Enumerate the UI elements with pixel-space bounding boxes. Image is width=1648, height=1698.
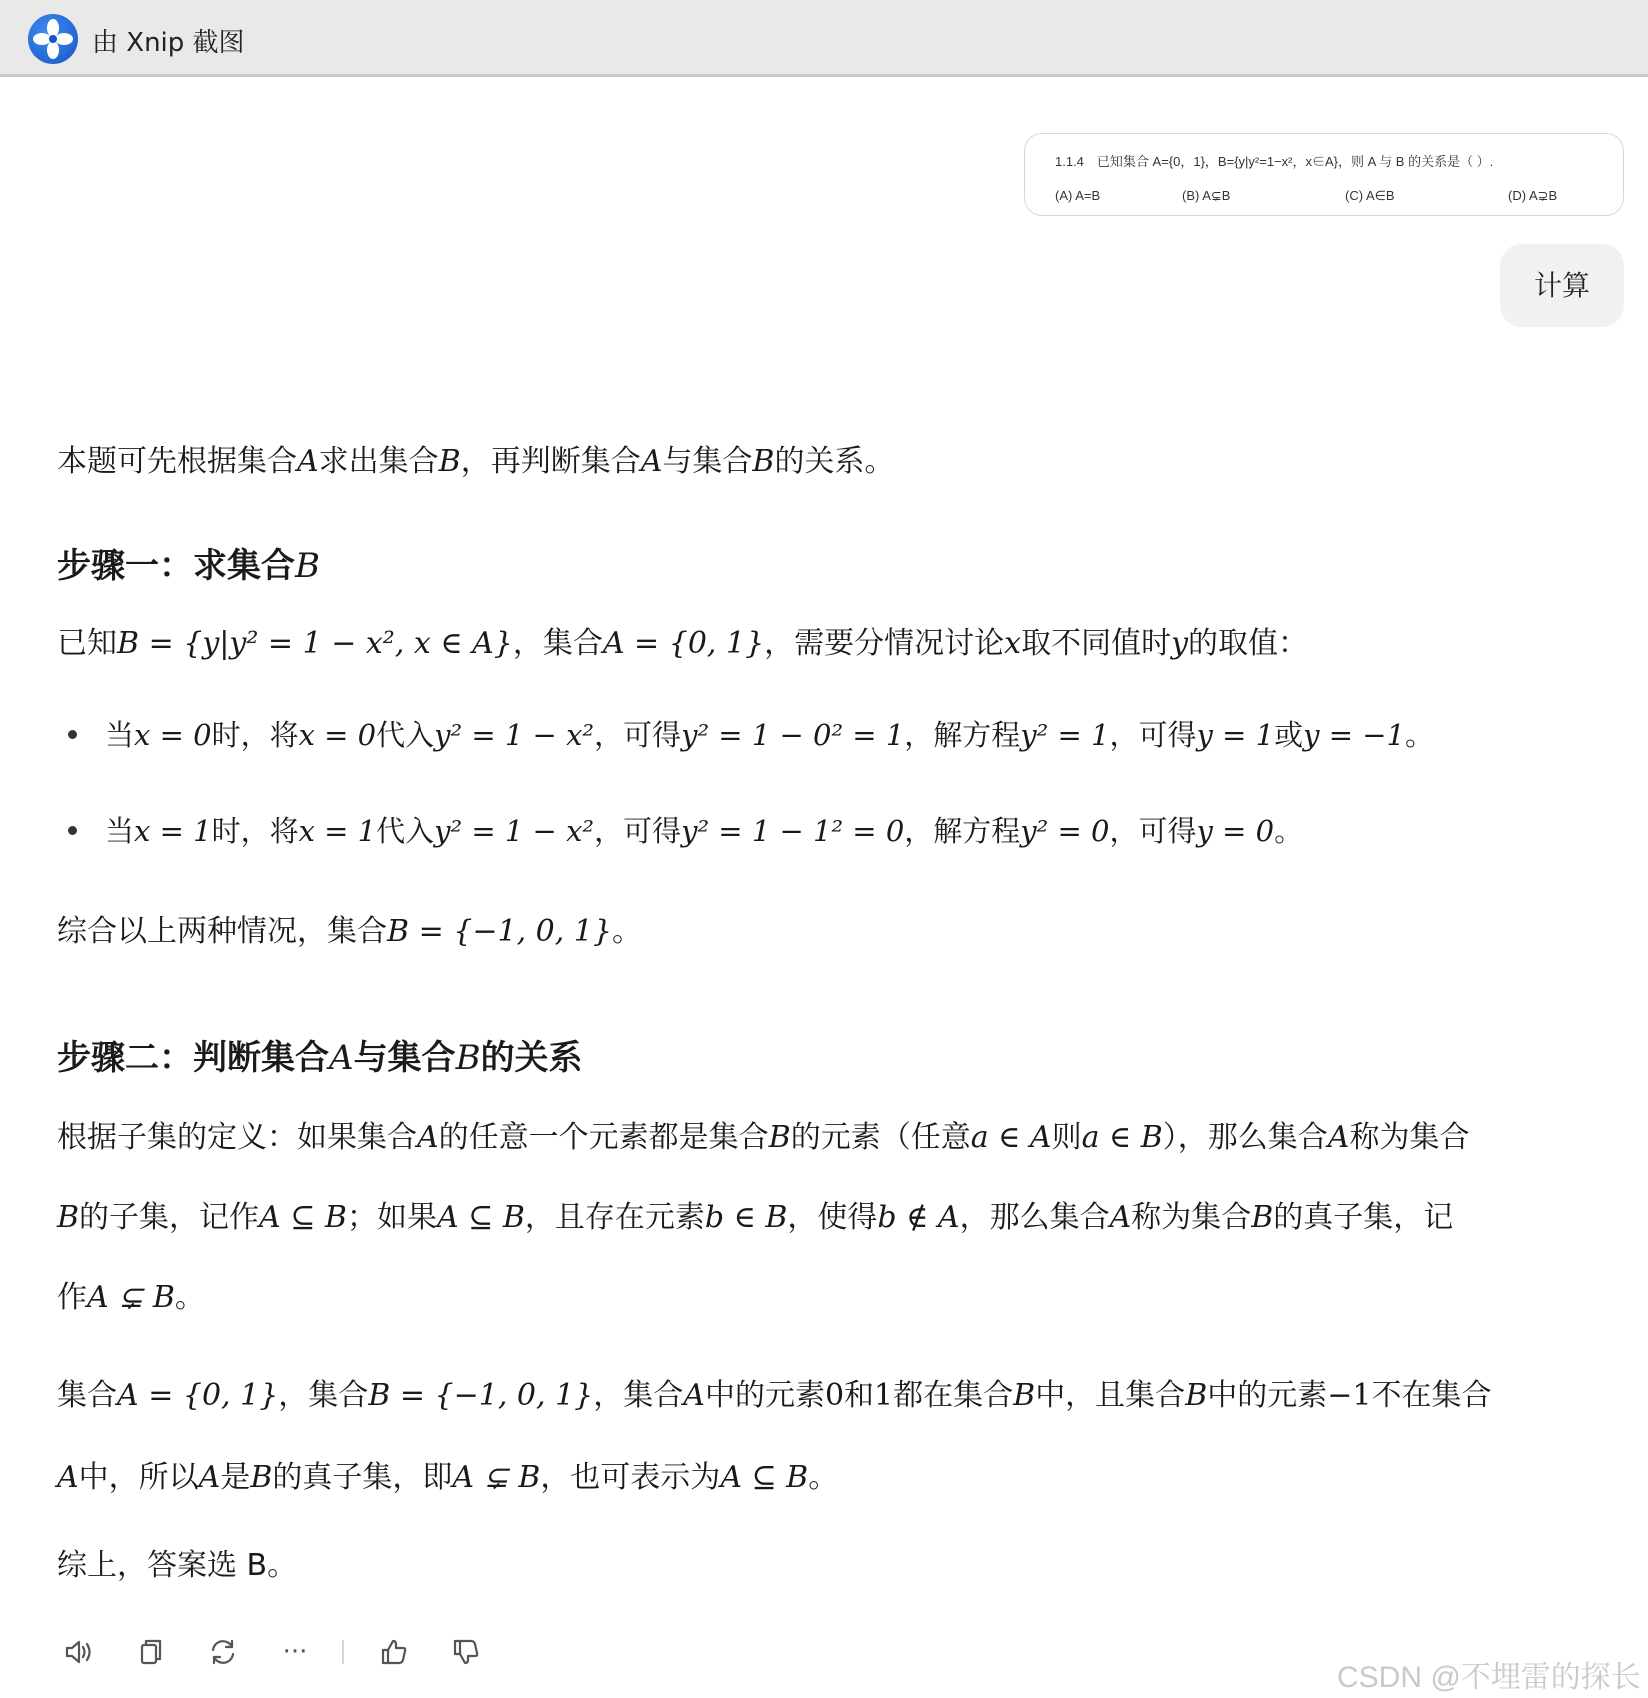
thumbs-up-icon[interactable] bbox=[372, 1630, 416, 1674]
conclusion-line-2: A中，所以A是B的真子集，即A ⊊ B，也可表示为A ⊆ B。 bbox=[57, 1460, 839, 1495]
case-x1-item: 当x = 1时，将x = 1代入y² = 1 − x²，可得y² = 1 − 1² = 0，解方程y² = 0，可得y = 0。 bbox=[105, 814, 1304, 848]
definition-line-1: 根据子集的定义：如果集合A的任意一个元素都是集合B的元素（任意a ∈ A则a ∈ B），那么集合A称为集合 bbox=[57, 1120, 1470, 1155]
question-text: 1.1.4 已知集合 A={0，1}，B={y|y²=1−x²，x∈A}，则 A 与 B 的关系是（ ）. bbox=[1055, 154, 1494, 169]
regenerate-icon[interactable] bbox=[201, 1630, 245, 1674]
toolbar-divider bbox=[342, 1640, 344, 1664]
step1-summary: 综合以上两种情况，集合B = {−1, 0, 1}。 bbox=[57, 914, 642, 949]
step1-heading: 步骤一：求集合B bbox=[57, 546, 320, 586]
thumbs-down-icon[interactable] bbox=[444, 1630, 488, 1674]
csdn-watermark: CSDN @不埋雷的探长 bbox=[1337, 1661, 1641, 1694]
conclusion-line-1: 集合A = {0, 1}，集合B = {−1, 0, 1}，集合A中的元素0和1都在集合B中，且集合B中的元素−1不在集合 bbox=[57, 1378, 1492, 1413]
definition-line-2: B的子集，记作A ⊆ B；如果A ⊆ B，且存在元素b ∈ B，使得b ∉ A，那么集合A称为集合B的真子集，记 bbox=[57, 1200, 1454, 1235]
window-title: 由 Xnip 截图 bbox=[92, 28, 245, 58]
bullet-dot bbox=[68, 730, 77, 739]
option-a: (A) A=B bbox=[1055, 188, 1101, 203]
step1-known: 已知B = {y|y² = 1 − x², x ∈ A}，集合A = {0, 1}，需要分情况讨论x取不同值时y的取值： bbox=[57, 626, 1309, 661]
title-bar bbox=[0, 0, 1648, 77]
option-b: (B) A⊊B bbox=[1182, 188, 1231, 203]
xnip-app-icon bbox=[28, 14, 78, 64]
speaker-icon[interactable] bbox=[57, 1630, 101, 1674]
more-icon[interactable]: ··· bbox=[282, 1637, 308, 1667]
final-answer: 综上，答案选 B。 bbox=[57, 1548, 298, 1583]
message-toolbar bbox=[57, 1630, 537, 1674]
answer-intro: 本题可先根据集合A求出集合B，再判断集合A与集合B的关系。 bbox=[57, 444, 895, 479]
user-message-bubble: 计算 bbox=[1500, 244, 1624, 327]
option-c: (C) A∈B bbox=[1345, 188, 1395, 203]
copy-icon[interactable] bbox=[129, 1630, 173, 1674]
definition-line-3: 作A ⊊ B。 bbox=[57, 1280, 205, 1315]
case-x0-item: 当x = 0时，将x = 0代入y² = 1 − x²，可得y² = 1 − 0² = 1，解方程y² = 1，可得y = 1或y = −1。 bbox=[105, 718, 1434, 752]
step2-heading: 步骤二：判断集合A与集合B的关系 bbox=[57, 1038, 583, 1078]
question-image[interactable] bbox=[1024, 133, 1624, 216]
bullet-dot bbox=[68, 826, 77, 835]
option-d: (D) A⊋B bbox=[1508, 188, 1558, 203]
